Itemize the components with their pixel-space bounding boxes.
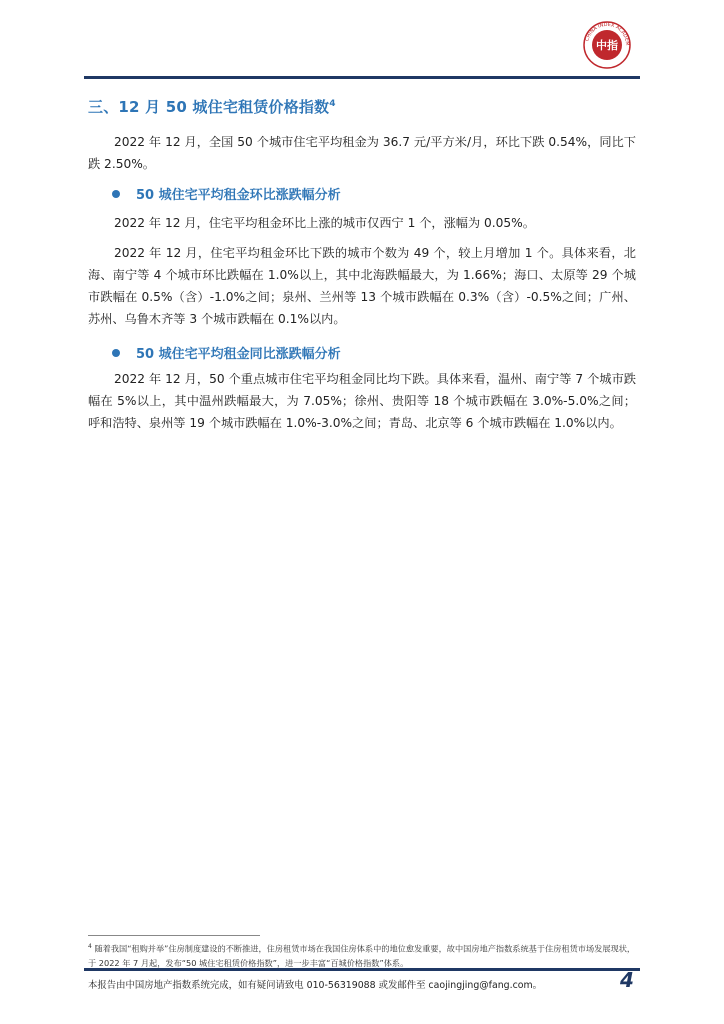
paragraph-national-rent: 2022 年 12 月，全国 50 个城市住宅平均租金为 36.7 元/平方米/月，环比下跌 0.54%，同比下跌 2.50%。: [88, 135, 636, 171]
page-number: 4: [620, 968, 634, 992]
subheading-yoy: 50 城住宅平均租金同比涨跌幅分析: [136, 347, 341, 362]
paragraph-mom-fall: 2022 年 12 月，住宅平均租金环比下跌的城市个数为 49 个，较上月增加 1 个。具体来看，北海、南宁等 4 个城市环比跌幅在 1.0%以上，其中北海跌幅最大，为 1.66%；海口、太原等 29 个城市跌幅在 0.5%（含）-1.0%之间；泉州、兰州等 13 个城市跌幅在 0.3%（含）-0.5%之间；广州、苏州、乌鲁木齐等 3 个城市跌幅在 0.1%以内。: [88, 246, 636, 326]
footnote-rule: [88, 935, 260, 936]
section-title-text: 三、12 月 50 城住宅租赁价格指数: [88, 98, 330, 116]
paragraph-yoy: 2022 年 12 月，50 个重点城市住宅平均租金同比均下跌。具体来看，温州、南宁等 7 个城市跌幅在 5%以上，其中温州跌幅最大，为 7.05%；徐州、贵阳等 18 个城市跌幅在 3.0%-5.0%之间；呼和浩特、泉州等 19 个城市跌幅在 1.0%-3.0%之间；青岛、北京等 6 个城市跌幅在 1.0%以内。: [88, 372, 636, 430]
footer-rule: [84, 968, 640, 971]
footnote-ref: 4: [329, 99, 336, 109]
bullet-icon: [112, 190, 120, 198]
section-title: [88, 96, 336, 117]
footnote-text: 随着我国“租购并举”住房制度建设的不断推进，住房租赁市场在我国住房体系中的地位愈发重要，故中国房地产指数系统基于住房租赁市场发展现状，于 2022 年 7 月起，发布“50 城住宅租赁价格指数”，进一步丰富“百城价格指数”体系。: [88, 943, 636, 968]
svg-text:中指: 中指: [596, 39, 618, 52]
subheading-mom: 50 城住宅平均租金环比涨跌幅分析: [136, 188, 341, 203]
bullet-icon: [112, 349, 120, 357]
svg-text:CHINA INDEX ACADEMY: CHINA INDEX ACADEM: [584, 21, 631, 46]
footer-contact: 本报告由中国房地产指数系统完成，如有疑问请致电 010-56319088 或发邮件至 caojingjing@fang.com。: [88, 980, 542, 991]
paragraph-mom-rise: 2022 年 12 月，住宅平均租金环比上涨的城市仅西宁 1 个，涨幅为 0.05%。: [114, 216, 535, 230]
china-index-academy-logo: [582, 20, 632, 70]
header-rule: [84, 76, 640, 79]
footnote-number: 4: [88, 943, 92, 950]
footnote: [88, 940, 636, 970]
